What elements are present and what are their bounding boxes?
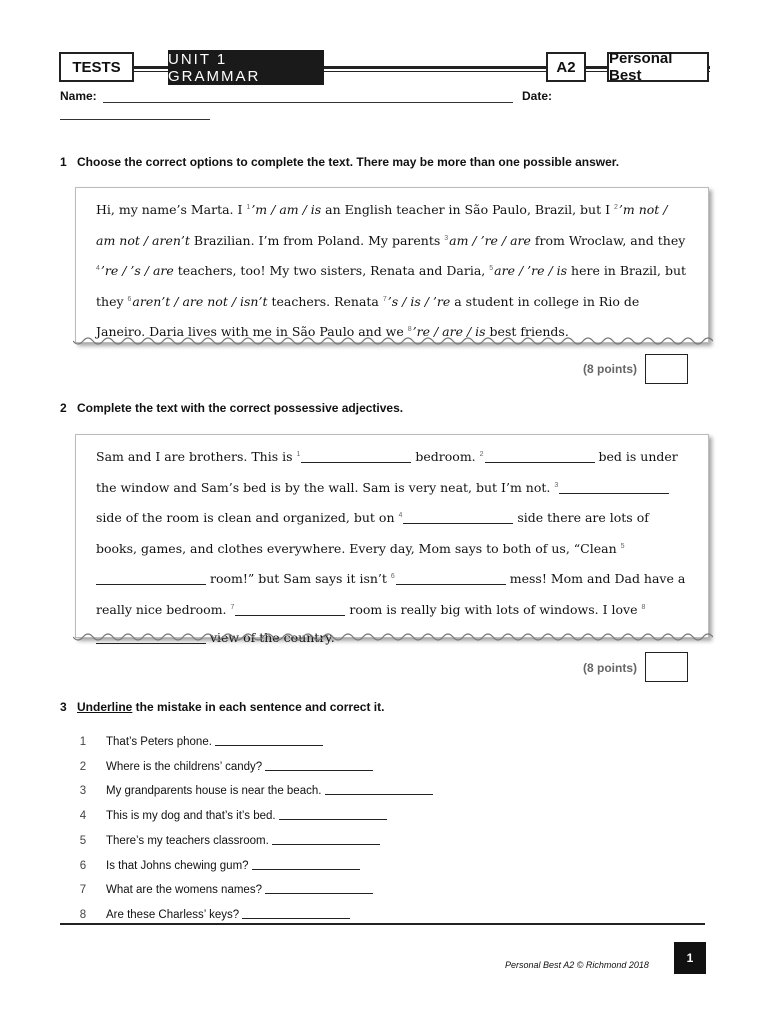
name-field[interactable]: [103, 102, 513, 103]
item-sentence: Are these Charless’ keys?: [106, 909, 240, 921]
answer-blank[interactable]: [215, 734, 323, 746]
q2-number: 2: [60, 401, 67, 415]
q1-number: 1: [60, 155, 67, 169]
page-number: 1: [674, 942, 706, 974]
brand-logo: Personal Best: [607, 52, 709, 82]
list-item: [60, 759, 373, 773]
date-label: Date:: [522, 89, 553, 103]
q1-points: (8 points): [583, 362, 637, 376]
item-number: 2: [79, 761, 87, 773]
level-badge: A2: [546, 52, 586, 82]
q3-instructions: the mistake in each sentence and correct it.: [132, 700, 385, 714]
q3-underline-word: Underline: [77, 700, 133, 714]
list-item: [60, 882, 373, 896]
copyright: Personal Best A2 © Richmond 2018: [505, 960, 649, 970]
answer-blank[interactable]: [325, 783, 433, 795]
item-sentence: This is my dog and that’s it’s bed.: [106, 810, 276, 822]
item-number: 7: [79, 884, 87, 896]
name-label: Name:: [60, 89, 97, 103]
answer-blank[interactable]: [279, 808, 387, 820]
tests-label: TESTS: [59, 52, 134, 82]
item-number: 5: [79, 835, 87, 847]
item-number: 6: [79, 860, 87, 872]
q1-text-box: Hi, my name’s Marta. I $^1$’m / am / is an English teacher in São Paulo, Brazil, but I $^2$’m not / am not / aren’t Brazilian. I’m from Poland. My parents $^3$am / ’re / are from Wroclaw, and they $^4$’re / ’s / are teachers, too! My two sisters, Renata and Daria, $^5$are / ’re / is here in Brazil, but they $^6$aren’t / are not / isn’t teachers. Renata $^7$’s / is / ’re a student in college in Rio de Janeiro. Daria lives with me in São Paulo and we $^8$’re / are / is best friends.: [75, 187, 709, 343]
q1-instructions: Choose the correct options to complete the text. There may be more than one possible answer.: [77, 155, 620, 169]
list-item: [60, 808, 387, 822]
q1-score-box[interactable]: [645, 354, 688, 384]
q2-points: (8 points): [583, 661, 637, 675]
item-sentence: There’s my teachers classroom.: [106, 835, 269, 847]
date-field[interactable]: [60, 119, 210, 120]
item-sentence: My grandparents house is near the beach.: [106, 785, 322, 797]
item-number: 1: [79, 736, 87, 748]
answer-blank[interactable]: [265, 759, 373, 771]
answer-blank[interactable]: [252, 858, 360, 870]
torn-edge: [73, 337, 713, 351]
list-item: [60, 734, 323, 748]
item-number: 3: [79, 785, 87, 797]
item-number: 8: [79, 909, 87, 921]
item-sentence: Is that Johns chewing gum?: [106, 860, 249, 872]
footer-rule: [60, 923, 705, 925]
item-sentence: What are the womens names?: [106, 884, 262, 896]
answer-blank[interactable]: [242, 907, 350, 919]
answer-blank[interactable]: [272, 833, 380, 845]
unit-title: UNIT 1 GRAMMAR: [168, 50, 324, 85]
item-sentence: Where is the childrens’ candy?: [106, 761, 263, 773]
item-sentence: That’s Peters phone.: [106, 736, 212, 748]
q3-title: [60, 700, 384, 714]
q2-instructions: Complete the text with the correct possessive adjectives.: [77, 401, 404, 415]
q3-number: 3: [60, 700, 67, 714]
q2-text-box: Sam and I are brothers. This is $^1$ bedroom. $^2$ bed is under the window and Sam’s bed is by the wall. Sam is very neat, but I’m not. $^3$ side of the room is clean and organized, but on $^4$ side there are lots of books, games, and clothes everywhere. Every day, Mom says to both of us, “Clean $^5$ room!” but Sam says it isn’t $^6$ mess! Mom and Dad have a really nice bedroom. $^7$ room is really big with lots of windows. I love $^8$ view of the country.: [75, 434, 709, 638]
q2-title: [60, 401, 403, 415]
list-item: [60, 858, 360, 872]
q1-title: [60, 155, 619, 169]
q2-score-box[interactable]: [645, 652, 688, 682]
item-number: 4: [79, 810, 87, 822]
list-item: [60, 833, 380, 847]
torn-edge: [73, 633, 713, 647]
list-item: [60, 783, 433, 797]
answer-blank[interactable]: [265, 882, 373, 894]
list-item: [60, 907, 350, 921]
